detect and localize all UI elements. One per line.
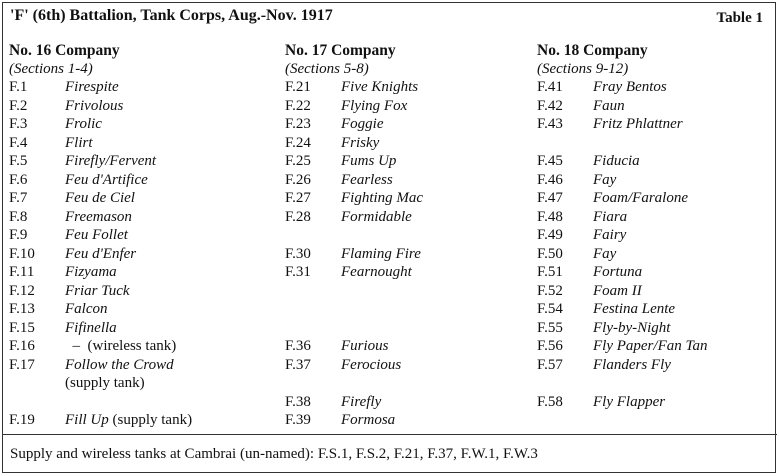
- tank-row: [537, 319, 707, 338]
- tank-name: Foam II: [593, 282, 642, 299]
- tank-number: F.3: [9, 116, 28, 132]
- tank-row: [537, 97, 707, 116]
- tank-name: Fly Flapper: [593, 393, 666, 410]
- table-title: 'F' (6th) Battalion, Tank Corps, Aug.-Nov. 1917: [10, 7, 333, 24]
- tank-name: Frolic: [65, 116, 102, 132]
- tank-number: F.50: [537, 245, 563, 262]
- tank-row: [537, 208, 707, 227]
- tank-name: Fairy: [593, 227, 627, 243]
- tank-number: F.42: [537, 97, 563, 114]
- tank-number: F.38: [285, 393, 311, 410]
- tank-number: F.2: [9, 97, 28, 114]
- tank-number: F.28: [285, 208, 311, 225]
- tank-row: [9, 356, 192, 375]
- tank-row: [9, 337, 192, 356]
- tank-number: F.49: [537, 227, 563, 243]
- tank-row: [285, 282, 423, 301]
- tank-name: Festina Lente: [593, 301, 676, 317]
- tank-number: F.48: [537, 208, 563, 225]
- tank-name: Fiara: [593, 208, 628, 225]
- company-heading: No. 18 Company: [537, 42, 648, 59]
- tank-row: [537, 189, 707, 208]
- tank-number: F.54: [537, 301, 563, 317]
- tank-note: (supply tank): [65, 375, 145, 391]
- tank-list: [537, 78, 707, 411]
- tank-name: Fill Up: [65, 412, 109, 428]
- tank-name: Freemason: [65, 208, 132, 225]
- tank-row: [537, 337, 707, 356]
- tank-number: F.52: [537, 282, 563, 299]
- tank-list: [285, 78, 423, 430]
- company-sections: (Sections 5-8): [285, 61, 369, 77]
- tank-row: [537, 263, 707, 282]
- tank-row: [285, 189, 423, 208]
- tank-number: F.10: [9, 245, 35, 262]
- tank-name: Friar Tuck: [65, 282, 130, 299]
- tank-row: [9, 115, 192, 134]
- tank-row: [65, 374, 248, 393]
- tank-row: [285, 374, 423, 393]
- tank-name: Fly-by-Night: [593, 319, 671, 336]
- tank-name: Feu de Ciel: [65, 190, 135, 206]
- tank-row: [537, 134, 707, 153]
- tank-number: F.8: [9, 208, 28, 225]
- tank-number: F.19: [9, 412, 35, 428]
- tank-row: [537, 171, 707, 190]
- tank-row: [285, 356, 423, 375]
- tank-name: Formosa: [341, 412, 396, 428]
- tank-row: [9, 208, 192, 227]
- tank-number: F.39: [285, 412, 311, 428]
- tank-row: [285, 337, 423, 356]
- tank-row: [285, 208, 423, 227]
- tank-name: –: [65, 338, 88, 354]
- tank-row: [285, 393, 423, 412]
- footer-divider: [2, 434, 777, 435]
- tank-name: Fritz Phlattner: [593, 116, 683, 132]
- company-heading: No. 17 Company: [285, 42, 396, 59]
- tank-row: [9, 226, 192, 245]
- tank-name: Fay: [593, 171, 617, 188]
- tank-row: [285, 97, 423, 116]
- tank-row: [9, 171, 192, 190]
- tank-number: F.17: [9, 356, 35, 373]
- tank-name: Fifinella: [65, 319, 117, 336]
- tank-row: [285, 134, 423, 153]
- tank-number: F.30: [285, 245, 311, 262]
- tank-row: [537, 374, 707, 393]
- tank-number: F.15: [9, 319, 35, 336]
- tank-row: [285, 115, 423, 134]
- tank-number: F.7: [9, 190, 28, 206]
- footer-note: Supply and wireless tanks at Cambrai (un-named): F.S.1, F.S.2, F.21, F.37, F.W.1, F.W.3: [10, 446, 538, 462]
- tank-row: [537, 245, 707, 264]
- tank-name: Frivolous: [65, 97, 124, 114]
- tank-name: Feu Follet: [65, 227, 128, 243]
- tank-row: [9, 411, 192, 430]
- tank-name: Feu d'Artifice: [65, 171, 148, 188]
- tank-name: Fearless: [341, 171, 393, 188]
- tank-row: [285, 78, 423, 97]
- tank-row: [9, 189, 192, 208]
- company-column-18: [537, 41, 707, 411]
- tank-row: [537, 356, 707, 375]
- tank-number: F.57: [537, 356, 563, 373]
- tank-number: F.46: [537, 171, 563, 188]
- tank-name: Fums Up: [341, 153, 397, 169]
- tank-name: Frisky: [341, 134, 380, 151]
- tank-row: [285, 245, 423, 264]
- tank-row: [9, 282, 192, 301]
- tank-number: F.58: [537, 393, 563, 410]
- tank-name: Fizyama: [65, 264, 117, 280]
- tank-note: (supply tank): [108, 412, 193, 428]
- tank-number: F.37: [285, 356, 311, 373]
- company-heading: No. 16 Company: [9, 42, 120, 59]
- tank-number: F.43: [537, 116, 563, 132]
- tank-row: [285, 411, 423, 430]
- table-number: Table 1: [716, 10, 763, 26]
- tank-number: F.55: [537, 319, 563, 336]
- tank-number: F.4: [9, 134, 28, 151]
- tank-row: [9, 152, 192, 171]
- tank-name: Falcon: [65, 301, 108, 317]
- tank-row: [285, 152, 423, 171]
- tank-row: [537, 115, 707, 134]
- tank-name: Firefly: [341, 393, 382, 410]
- tank-name: Faun: [593, 97, 625, 114]
- tank-name: Foam/Faralone: [593, 190, 688, 206]
- tank-name: Foggie: [341, 116, 384, 132]
- tank-number: F.9: [9, 227, 28, 243]
- tank-row: [285, 171, 423, 190]
- tank-number: F.24: [285, 134, 311, 151]
- tank-name: Follow the Crowd: [65, 356, 174, 373]
- tank-number: F.5: [9, 153, 28, 169]
- tank-row: [9, 97, 192, 116]
- tank-name: Fly Paper/Fan Tan: [593, 338, 708, 354]
- tank-number: F.12: [9, 282, 35, 299]
- tank-number: F.1: [9, 79, 28, 95]
- tank-row: [537, 300, 707, 319]
- tank-number: F.31: [285, 264, 311, 280]
- tank-name: Flying Fox: [341, 97, 408, 114]
- tank-name: Firefly/Fervent: [65, 153, 157, 169]
- tank-number: F.6: [9, 171, 28, 188]
- tank-row: [9, 134, 192, 153]
- tank-name: Furious: [341, 338, 389, 354]
- tank-row: [537, 393, 707, 412]
- tank-number: F.26: [285, 171, 311, 188]
- tank-name: Fortuna: [593, 264, 643, 280]
- company-sections: (Sections 9-12): [537, 61, 629, 77]
- tank-row: [537, 282, 707, 301]
- tank-name: Fray Bentos: [593, 79, 667, 95]
- tank-name: Fighting Mac: [341, 190, 424, 206]
- tank-name: Five Knights: [341, 79, 419, 95]
- company-column-17: [285, 41, 423, 430]
- tank-number: F.22: [285, 97, 311, 114]
- tank-name: Fearnought: [341, 264, 412, 280]
- tank-number: F.25: [285, 153, 311, 169]
- tank-row: [285, 319, 423, 338]
- tank-number: F.16: [9, 338, 35, 354]
- tank-row: [537, 226, 707, 245]
- tank-row: [9, 393, 192, 412]
- tank-name: Formidable: [341, 208, 412, 225]
- tank-name: Fiducia: [593, 153, 640, 169]
- tank-number: F.47: [537, 190, 563, 206]
- company-column-16: [9, 41, 192, 430]
- tank-row: [9, 300, 192, 319]
- tank-row: [285, 263, 423, 282]
- tank-row: [285, 300, 423, 319]
- tank-number: F.45: [537, 153, 563, 169]
- tank-name: Flaming Fire: [341, 245, 421, 262]
- tank-row: [537, 78, 707, 97]
- tank-name: Ferocious: [341, 356, 402, 373]
- tank-number: F.13: [9, 301, 35, 317]
- tank-number: F.36: [285, 338, 311, 354]
- tank-number: F.21: [285, 79, 311, 95]
- tank-name: Firespite: [65, 79, 119, 95]
- tank-row: [9, 78, 192, 97]
- tank-number: F.11: [9, 264, 35, 280]
- tank-name: Feu d'Enfer: [65, 245, 137, 262]
- tank-number: F.23: [285, 116, 311, 132]
- tank-name: Fay: [593, 245, 617, 262]
- tank-number: F.27: [285, 190, 311, 206]
- tank-number: F.51: [537, 264, 563, 280]
- tank-list: [9, 78, 192, 430]
- tank-name: Flanders Fly: [593, 356, 671, 373]
- tank-row: [285, 226, 423, 245]
- company-sections: (Sections 1-4): [9, 61, 93, 77]
- tank-row: [9, 245, 192, 264]
- tank-number: F.41: [537, 79, 563, 95]
- tank-name: Flirt: [65, 134, 93, 151]
- tank-row: [537, 152, 707, 171]
- tank-row: [9, 263, 192, 282]
- tank-note: (wireless tank): [87, 338, 177, 354]
- tank-row: [9, 319, 192, 338]
- tank-number: F.56: [537, 338, 563, 354]
